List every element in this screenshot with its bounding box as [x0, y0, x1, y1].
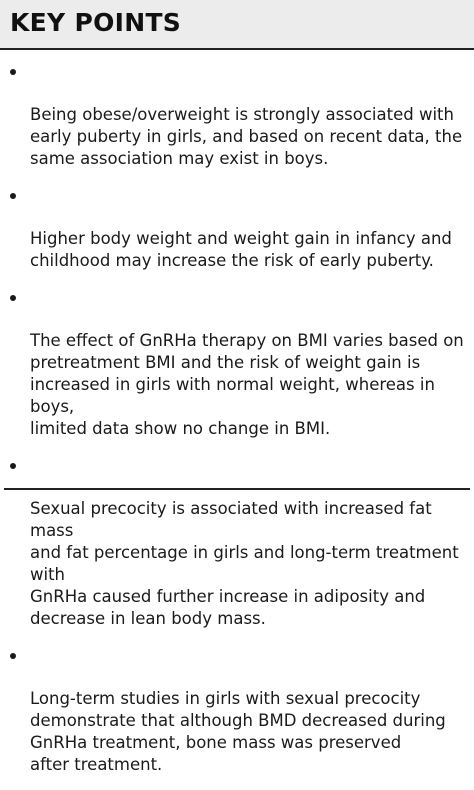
key-points-list	[0, 60, 474, 790]
key-point-text: Sexual precocity is associated with increased fat mass and fat percentage in girls and long-term treatment with GnRHa caused further increase in adiposity and decrease in lean body mass.	[30, 499, 459, 628]
key-point-text: Long-term studies in girls with sexual precocity demonstrate that although BMD decreased during GnRHa treatment, bone mass was preserved after treatment.	[30, 689, 446, 774]
key-points-header	[0, 0, 474, 48]
bullet-icon	[10, 193, 16, 199]
key-point-item	[0, 454, 474, 630]
key-point-item	[0, 184, 474, 272]
key-points-title: KEY POINTS	[10, 8, 182, 37]
key-point-text: Being obese/overweight is strongly associated with early puberty in girls, and based on recent data, the same association may exist in boys.	[30, 105, 463, 168]
bullet-icon	[10, 653, 16, 659]
header-divider	[0, 48, 474, 50]
bullet-icon	[10, 463, 16, 469]
bullet-icon	[10, 295, 16, 301]
key-point-item	[0, 60, 474, 170]
key-point-item	[0, 644, 474, 776]
footer-divider	[4, 488, 470, 490]
bullet-icon	[10, 69, 16, 75]
key-point-item	[0, 286, 474, 440]
key-point-text: The effect of GnRHa therapy on BMI varies based on pretreatment BMI and the risk of weight gain is increased in girls with normal weight, whereas in boys, limited data show no change in BMI.	[30, 331, 464, 438]
key-point-text: Higher body weight and weight gain in infancy and childhood may increase the risk of early puberty.	[30, 229, 452, 270]
